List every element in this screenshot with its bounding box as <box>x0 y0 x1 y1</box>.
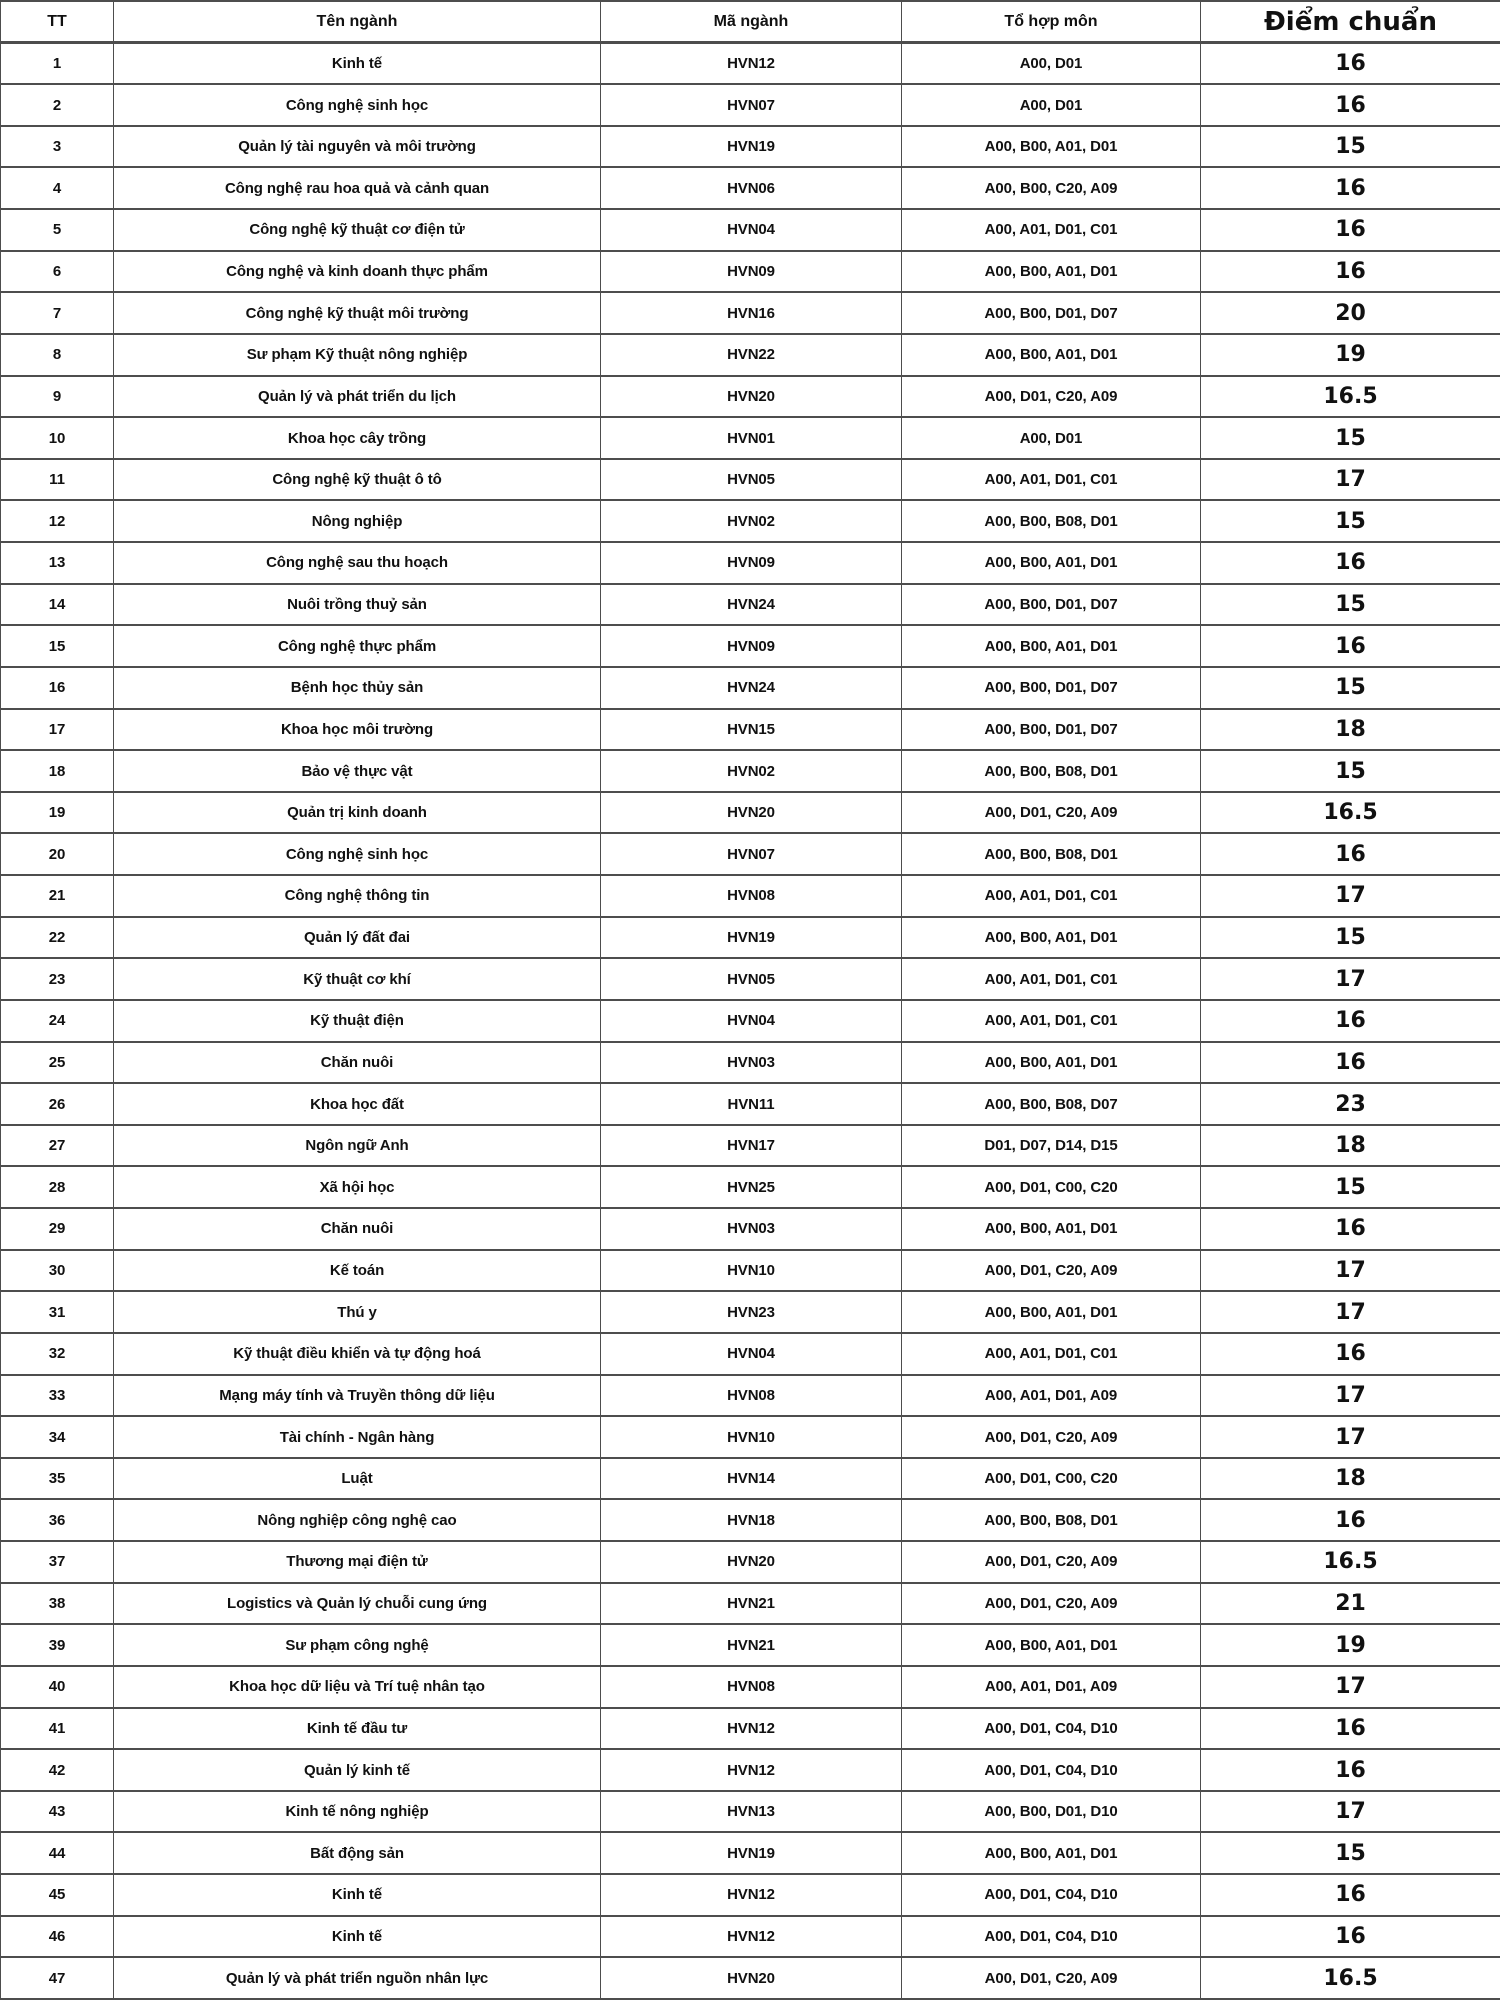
table-row <box>1 1749 1500 1791</box>
cell-ma-nganh: HVN05 <box>601 459 902 501</box>
cell-to-hop-mon: A00, D01 <box>902 43 1201 85</box>
cell-diem-chuan: 17 <box>1201 459 1500 501</box>
table-row <box>1 43 1500 85</box>
cell-to-hop-mon: A00, D01, C20, A09 <box>902 376 1201 418</box>
cell-diem-chuan: 15 <box>1201 500 1500 542</box>
cell-ten-nganh: Quản lý và phát triển du lịch <box>114 376 601 418</box>
table-row <box>1 542 1500 584</box>
cell-tt: 18 <box>1 750 114 792</box>
column-header-to-hop-mon: Tổ hợp môn <box>902 1 1201 43</box>
cell-ten-nganh: Quản lý kinh tế <box>114 1749 601 1791</box>
cell-diem-chuan: 16 <box>1201 1708 1500 1750</box>
cell-ma-nganh: HVN06 <box>601 167 902 209</box>
table-row <box>1 334 1500 376</box>
table-row <box>1 209 1500 251</box>
cell-to-hop-mon: A00, B00, A01, D01 <box>902 251 1201 293</box>
cell-to-hop-mon: A00, B00, A01, D01 <box>902 917 1201 959</box>
cell-to-hop-mon: A00, B00, A01, D01 <box>902 1042 1201 1084</box>
cell-ma-nganh: HVN04 <box>601 209 902 251</box>
cell-ma-nganh: HVN07 <box>601 84 902 126</box>
cell-diem-chuan: 16 <box>1201 1916 1500 1958</box>
cell-diem-chuan: 17 <box>1201 1250 1500 1292</box>
cell-tt: 14 <box>1 584 114 626</box>
cell-to-hop-mon: A00, D01, C20, A09 <box>902 1957 1201 1999</box>
cell-diem-chuan: 16 <box>1201 625 1500 667</box>
cell-to-hop-mon: A00, A01, D01, C01 <box>902 875 1201 917</box>
cell-ma-nganh: HVN17 <box>601 1125 902 1167</box>
cell-tt: 6 <box>1 251 114 293</box>
cell-diem-chuan: 18 <box>1201 1458 1500 1500</box>
cell-to-hop-mon: A00, B00, C20, A09 <box>902 167 1201 209</box>
cell-ma-nganh: HVN21 <box>601 1583 902 1625</box>
table-row <box>1 709 1500 751</box>
cell-ma-nganh: HVN12 <box>601 43 902 85</box>
cell-ten-nganh: Công nghệ sinh học <box>114 833 601 875</box>
cell-ma-nganh: HVN12 <box>601 1749 902 1791</box>
cell-tt: 15 <box>1 625 114 667</box>
cell-ma-nganh: HVN25 <box>601 1166 902 1208</box>
cell-tt: 40 <box>1 1666 114 1708</box>
cell-to-hop-mon: A00, B00, B08, D01 <box>902 1499 1201 1541</box>
table-row <box>1 750 1500 792</box>
cell-diem-chuan: 17 <box>1201 1416 1500 1458</box>
cell-to-hop-mon: A00, D01 <box>902 417 1201 459</box>
cell-ten-nganh: Khoa học môi trường <box>114 709 601 751</box>
cell-diem-chuan: 16 <box>1201 209 1500 251</box>
cell-to-hop-mon: A00, A01, D01, C01 <box>902 958 1201 1000</box>
cell-ma-nganh: HVN23 <box>601 1291 902 1333</box>
cell-to-hop-mon: A00, B00, A01, D01 <box>902 1291 1201 1333</box>
cell-diem-chuan: 19 <box>1201 334 1500 376</box>
cell-ma-nganh: HVN02 <box>601 500 902 542</box>
cell-tt: 35 <box>1 1458 114 1500</box>
cell-tt: 42 <box>1 1749 114 1791</box>
cell-tt: 22 <box>1 917 114 959</box>
cell-diem-chuan: 16 <box>1201 1208 1500 1250</box>
cell-diem-chuan: 23 <box>1201 1083 1500 1125</box>
table-row <box>1 1791 1500 1833</box>
table-row <box>1 792 1500 834</box>
cell-diem-chuan: 17 <box>1201 1375 1500 1417</box>
cell-ten-nganh: Quản trị kinh doanh <box>114 792 601 834</box>
cell-tt: 26 <box>1 1083 114 1125</box>
cell-ma-nganh: HVN09 <box>601 251 902 293</box>
cell-ten-nganh: Kỹ thuật cơ khí <box>114 958 601 1000</box>
cell-tt: 43 <box>1 1791 114 1833</box>
table-row <box>1 917 1500 959</box>
cell-to-hop-mon: A00, B00, A01, D01 <box>902 126 1201 168</box>
cell-tt: 46 <box>1 1916 114 1958</box>
cell-ten-nganh: Kinh tế <box>114 43 601 85</box>
cell-ma-nganh: HVN12 <box>601 1874 902 1916</box>
table-row <box>1 1416 1500 1458</box>
cell-diem-chuan: 15 <box>1201 750 1500 792</box>
table-row <box>1 84 1500 126</box>
cell-to-hop-mon: A00, A01, D01, C01 <box>902 209 1201 251</box>
cell-tt: 9 <box>1 376 114 418</box>
table-row <box>1 1624 1500 1666</box>
table-row <box>1 1083 1500 1125</box>
cell-to-hop-mon: A00, B00, A01, D01 <box>902 542 1201 584</box>
table-row <box>1 1042 1500 1084</box>
cell-diem-chuan: 16 <box>1201 1499 1500 1541</box>
cell-diem-chuan: 21 <box>1201 1583 1500 1625</box>
cell-tt: 11 <box>1 459 114 501</box>
cell-tt: 17 <box>1 709 114 751</box>
cell-diem-chuan: 16 <box>1201 1333 1500 1375</box>
table-row <box>1 1583 1500 1625</box>
cell-to-hop-mon: A00, D01, C04, D10 <box>902 1874 1201 1916</box>
cell-tt: 27 <box>1 1125 114 1167</box>
cell-diem-chuan: 16 <box>1201 542 1500 584</box>
cell-ten-nganh: Thú y <box>114 1291 601 1333</box>
cell-to-hop-mon: A00, A01, D01, C01 <box>902 1000 1201 1042</box>
cell-ma-nganh: HVN10 <box>601 1416 902 1458</box>
cell-ma-nganh: HVN24 <box>601 667 902 709</box>
cell-to-hop-mon: A00, A01, D01, C01 <box>902 459 1201 501</box>
cell-to-hop-mon: A00, B00, D01, D07 <box>902 584 1201 626</box>
cell-diem-chuan: 16.5 <box>1201 1957 1500 1999</box>
cell-ten-nganh: Quản lý đất đai <box>114 917 601 959</box>
cell-diem-chuan: 15 <box>1201 126 1500 168</box>
cell-ten-nganh: Công nghệ kỹ thuật cơ điện tử <box>114 209 601 251</box>
cell-ma-nganh: HVN20 <box>601 792 902 834</box>
cell-ten-nganh: Công nghệ và kinh doanh thực phẩm <box>114 251 601 293</box>
column-header-ma-nganh: Mã ngành <box>601 1 902 43</box>
cell-diem-chuan: 17 <box>1201 958 1500 1000</box>
cell-ten-nganh: Ngôn ngữ Anh <box>114 1125 601 1167</box>
cell-ten-nganh: Nông nghiệp công nghệ cao <box>114 1499 601 1541</box>
cell-diem-chuan: 17 <box>1201 1791 1500 1833</box>
cell-ten-nganh: Sư phạm công nghệ <box>114 1624 601 1666</box>
cell-ma-nganh: HVN20 <box>601 376 902 418</box>
cell-ma-nganh: HVN12 <box>601 1708 902 1750</box>
table-row <box>1 167 1500 209</box>
cell-ma-nganh: HVN20 <box>601 1541 902 1583</box>
cell-to-hop-mon: A00, B00, B08, D01 <box>902 833 1201 875</box>
table-row <box>1 1333 1500 1375</box>
cell-ma-nganh: HVN05 <box>601 958 902 1000</box>
cell-tt: 36 <box>1 1499 114 1541</box>
table-row <box>1 1916 1500 1958</box>
cell-ten-nganh: Luật <box>114 1458 601 1500</box>
cell-ma-nganh: HVN19 <box>601 917 902 959</box>
cell-to-hop-mon: A00, A01, D01, A09 <box>902 1375 1201 1417</box>
cell-tt: 5 <box>1 209 114 251</box>
cell-to-hop-mon: A00, D01, C04, D10 <box>902 1916 1201 1958</box>
cell-ten-nganh: Khoa học cây trồng <box>114 417 601 459</box>
cell-tt: 44 <box>1 1832 114 1874</box>
table-row <box>1 500 1500 542</box>
cell-ma-nganh: HVN16 <box>601 292 902 334</box>
table-row <box>1 1541 1500 1583</box>
cell-tt: 2 <box>1 84 114 126</box>
cell-tt: 24 <box>1 1000 114 1042</box>
cell-to-hop-mon: A00, B00, A01, D01 <box>902 1832 1201 1874</box>
cell-tt: 31 <box>1 1291 114 1333</box>
cell-diem-chuan: 16 <box>1201 1042 1500 1084</box>
cell-to-hop-mon: A00, D01 <box>902 84 1201 126</box>
cell-ten-nganh: Khoa học đất <box>114 1083 601 1125</box>
table-row <box>1 1708 1500 1750</box>
cell-diem-chuan: 18 <box>1201 1125 1500 1167</box>
cell-to-hop-mon: A00, D01, C20, A09 <box>902 1416 1201 1458</box>
cell-tt: 8 <box>1 334 114 376</box>
cell-to-hop-mon: A00, B00, B08, D01 <box>902 750 1201 792</box>
cell-diem-chuan: 17 <box>1201 1291 1500 1333</box>
cell-ma-nganh: HVN08 <box>601 1666 902 1708</box>
cell-ma-nganh: HVN12 <box>601 1916 902 1958</box>
cell-diem-chuan: 16.5 <box>1201 792 1500 834</box>
table-row <box>1 1874 1500 1916</box>
cell-ma-nganh: HVN10 <box>601 1250 902 1292</box>
cell-ten-nganh: Xã hội học <box>114 1166 601 1208</box>
cell-to-hop-mon: A00, D01, C20, A09 <box>902 1583 1201 1625</box>
cell-diem-chuan: 15 <box>1201 584 1500 626</box>
cell-to-hop-mon: A00, A01, D01, A09 <box>902 1666 1201 1708</box>
cell-ma-nganh: HVN01 <box>601 417 902 459</box>
cell-tt: 1 <box>1 43 114 85</box>
table-row <box>1 958 1500 1000</box>
cell-to-hop-mon: A00, B00, D01, D07 <box>902 709 1201 751</box>
table-row <box>1 417 1500 459</box>
cell-ma-nganh: HVN22 <box>601 334 902 376</box>
table-row <box>1 1458 1500 1500</box>
cell-to-hop-mon: A00, B00, D01, D07 <box>902 292 1201 334</box>
cell-ten-nganh: Sư phạm Kỹ thuật nông nghiệp <box>114 334 601 376</box>
cell-ma-nganh: HVN07 <box>601 833 902 875</box>
cell-diem-chuan: 16 <box>1201 1000 1500 1042</box>
cell-diem-chuan: 16.5 <box>1201 376 1500 418</box>
cell-ten-nganh: Kinh tế đầu tư <box>114 1708 601 1750</box>
cell-ten-nganh: Nông nghiệp <box>114 500 601 542</box>
cell-ma-nganh: HVN09 <box>601 625 902 667</box>
cell-ma-nganh: HVN21 <box>601 1624 902 1666</box>
table-row <box>1 1125 1500 1167</box>
cell-ten-nganh: Chăn nuôi <box>114 1208 601 1250</box>
cell-to-hop-mon: A00, D01, C20, A09 <box>902 1250 1201 1292</box>
cell-ten-nganh: Kế toán <box>114 1250 601 1292</box>
cell-tt: 37 <box>1 1541 114 1583</box>
cell-ma-nganh: HVN03 <box>601 1042 902 1084</box>
cell-to-hop-mon: A00, A01, D01, C01 <box>902 1333 1201 1375</box>
cell-ten-nganh: Công nghệ thông tin <box>114 875 601 917</box>
cell-ten-nganh: Kinh tế <box>114 1874 601 1916</box>
cell-ten-nganh: Tài chính - Ngân hàng <box>114 1416 601 1458</box>
cell-ma-nganh: HVN20 <box>601 1957 902 1999</box>
cell-ten-nganh: Quản lý và phát triển nguồn nhân lực <box>114 1957 601 1999</box>
cell-to-hop-mon: A00, D01, C04, D10 <box>902 1749 1201 1791</box>
cell-ma-nganh: HVN15 <box>601 709 902 751</box>
table-row <box>1 1208 1500 1250</box>
cell-ma-nganh: HVN02 <box>601 750 902 792</box>
cell-ma-nganh: HVN13 <box>601 1791 902 1833</box>
cell-ten-nganh: Nuôi trồng thuỷ sản <box>114 584 601 626</box>
cell-ten-nganh: Công nghệ kỹ thuật ô tô <box>114 459 601 501</box>
cell-to-hop-mon: A00, B00, A01, D01 <box>902 1624 1201 1666</box>
cell-ten-nganh: Công nghệ rau hoa quả và cảnh quan <box>114 167 601 209</box>
cell-to-hop-mon: A00, B00, D01, D07 <box>902 667 1201 709</box>
cell-ma-nganh: HVN09 <box>601 542 902 584</box>
cell-ten-nganh: Kỹ thuật điều khiển và tự động hoá <box>114 1333 601 1375</box>
cell-ma-nganh: HVN14 <box>601 1458 902 1500</box>
cell-ten-nganh: Khoa học dữ liệu và Trí tuệ nhân tạo <box>114 1666 601 1708</box>
cell-diem-chuan: 16.5 <box>1201 1541 1500 1583</box>
cell-tt: 20 <box>1 833 114 875</box>
cell-diem-chuan: 16 <box>1201 251 1500 293</box>
cell-tt: 32 <box>1 1333 114 1375</box>
cell-ten-nganh: Bệnh học thủy sản <box>114 667 601 709</box>
cell-to-hop-mon: A00, D01, C00, C20 <box>902 1166 1201 1208</box>
cell-to-hop-mon: A00, D01, C00, C20 <box>902 1458 1201 1500</box>
table-row <box>1 292 1500 334</box>
cell-ma-nganh: HVN03 <box>601 1208 902 1250</box>
table-row <box>1 1291 1500 1333</box>
table-row <box>1 251 1500 293</box>
column-header-ten-nganh: Tên ngành <box>114 1 601 43</box>
table-row <box>1 1957 1500 1999</box>
cell-diem-chuan: 15 <box>1201 1166 1500 1208</box>
cell-ma-nganh: HVN04 <box>601 1333 902 1375</box>
cell-diem-chuan: 20 <box>1201 292 1500 334</box>
cell-to-hop-mon: A00, B00, A01, D01 <box>902 1208 1201 1250</box>
cell-ma-nganh: HVN11 <box>601 1083 902 1125</box>
table-header <box>1 1 1500 43</box>
cell-tt: 30 <box>1 1250 114 1292</box>
cell-tt: 28 <box>1 1166 114 1208</box>
cell-ma-nganh: HVN08 <box>601 875 902 917</box>
cell-tt: 38 <box>1 1583 114 1625</box>
cell-to-hop-mon: A00, B00, B08, D01 <box>902 500 1201 542</box>
cell-diem-chuan: 16 <box>1201 1749 1500 1791</box>
table-row <box>1 1250 1500 1292</box>
table-row <box>1 1375 1500 1417</box>
cell-tt: 12 <box>1 500 114 542</box>
cell-ten-nganh: Bất động sản <box>114 1832 601 1874</box>
table-row <box>1 1666 1500 1708</box>
cell-tt: 47 <box>1 1957 114 1999</box>
cell-diem-chuan: 15 <box>1201 1832 1500 1874</box>
cell-ten-nganh: Kỹ thuật điện <box>114 1000 601 1042</box>
cell-ten-nganh: Chăn nuôi <box>114 1042 601 1084</box>
cell-tt: 41 <box>1 1708 114 1750</box>
cell-diem-chuan: 15 <box>1201 417 1500 459</box>
cell-to-hop-mon: A00, D01, C20, A09 <box>902 792 1201 834</box>
cell-tt: 25 <box>1 1042 114 1084</box>
cell-diem-chuan: 16 <box>1201 84 1500 126</box>
cell-ten-nganh: Bảo vệ thực vật <box>114 750 601 792</box>
cell-tt: 16 <box>1 667 114 709</box>
cell-ten-nganh: Công nghệ sinh học <box>114 84 601 126</box>
cell-ten-nganh: Thương mại điện tử <box>114 1541 601 1583</box>
cell-to-hop-mon: A00, D01, C20, A09 <box>902 1541 1201 1583</box>
cell-ten-nganh: Kinh tế nông nghiệp <box>114 1791 601 1833</box>
cell-ten-nganh: Mạng máy tính và Truyền thông dữ liệu <box>114 1375 601 1417</box>
cell-ten-nganh: Kinh tế <box>114 1916 601 1958</box>
cell-diem-chuan: 18 <box>1201 709 1500 751</box>
table-row <box>1 459 1500 501</box>
table-row <box>1 376 1500 418</box>
cell-ten-nganh: Quản lý tài nguyên và môi trường <box>114 126 601 168</box>
cell-to-hop-mon: A00, B00, A01, D01 <box>902 334 1201 376</box>
cell-ma-nganh: HVN19 <box>601 1832 902 1874</box>
table-row <box>1 1499 1500 1541</box>
table-row <box>1 1166 1500 1208</box>
cell-tt: 10 <box>1 417 114 459</box>
cell-tt: 45 <box>1 1874 114 1916</box>
cell-to-hop-mon: A00, B00, B08, D07 <box>902 1083 1201 1125</box>
cell-tt: 19 <box>1 792 114 834</box>
cell-diem-chuan: 17 <box>1201 875 1500 917</box>
cell-to-hop-mon: A00, B00, A01, D01 <box>902 625 1201 667</box>
column-header-diem-chuan: Điểm chuẩn <box>1201 1 1500 43</box>
cell-diem-chuan: 16 <box>1201 1874 1500 1916</box>
cell-ma-nganh: HVN18 <box>601 1499 902 1541</box>
cell-to-hop-mon: D01, D07, D14, D15 <box>902 1125 1201 1167</box>
cell-tt: 33 <box>1 1375 114 1417</box>
cell-tt: 29 <box>1 1208 114 1250</box>
cell-tt: 4 <box>1 167 114 209</box>
table-row <box>1 833 1500 875</box>
table-row <box>1 1832 1500 1874</box>
cell-diem-chuan: 16 <box>1201 43 1500 85</box>
cell-tt: 3 <box>1 126 114 168</box>
column-header-tt: TT <box>1 1 114 43</box>
cell-tt: 23 <box>1 958 114 1000</box>
cell-ten-nganh: Công nghệ kỹ thuật môi trường <box>114 292 601 334</box>
header-row <box>1 1 1500 43</box>
cell-tt: 39 <box>1 1624 114 1666</box>
cell-tt: 13 <box>1 542 114 584</box>
cell-diem-chuan: 15 <box>1201 917 1500 959</box>
cell-diem-chuan: 17 <box>1201 1666 1500 1708</box>
cell-tt: 21 <box>1 875 114 917</box>
table-row <box>1 667 1500 709</box>
cell-tt: 34 <box>1 1416 114 1458</box>
cell-ma-nganh: HVN04 <box>601 1000 902 1042</box>
cell-ten-nganh: Công nghệ thực phẩm <box>114 625 601 667</box>
cell-to-hop-mon: A00, D01, C04, D10 <box>902 1708 1201 1750</box>
cell-diem-chuan: 16 <box>1201 833 1500 875</box>
table-row <box>1 584 1500 626</box>
cell-tt: 7 <box>1 292 114 334</box>
cell-ten-nganh: Công nghệ sau thu hoạch <box>114 542 601 584</box>
cell-ma-nganh: HVN08 <box>601 1375 902 1417</box>
cell-to-hop-mon: A00, B00, D01, D10 <box>902 1791 1201 1833</box>
cell-ma-nganh: HVN24 <box>601 584 902 626</box>
table-row <box>1 875 1500 917</box>
cell-diem-chuan: 16 <box>1201 167 1500 209</box>
cell-ten-nganh: Logistics và Quản lý chuỗi cung ứng <box>114 1583 601 1625</box>
table-body <box>1 43 1500 1999</box>
cell-ma-nganh: HVN19 <box>601 126 902 168</box>
table-row <box>1 625 1500 667</box>
cell-diem-chuan: 19 <box>1201 1624 1500 1666</box>
table-row <box>1 1000 1500 1042</box>
table-row <box>1 126 1500 168</box>
cell-diem-chuan: 15 <box>1201 667 1500 709</box>
